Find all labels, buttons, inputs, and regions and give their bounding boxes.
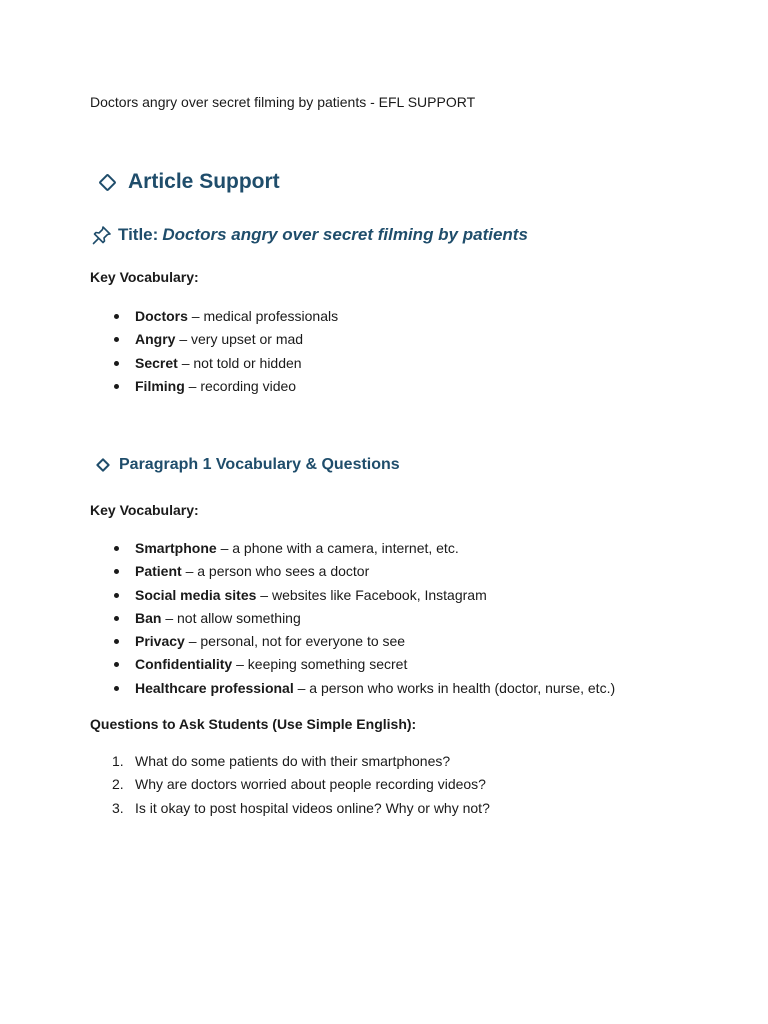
question-number: 1. [112, 753, 124, 769]
vocab-term: Doctors [135, 308, 188, 324]
paragraph-1-vocab-list [90, 537, 615, 700]
key-vocabulary-label: Key Vocabulary: [90, 269, 199, 285]
list-item [90, 677, 615, 700]
list-item [90, 630, 615, 653]
vocab-term: Healthcare professional [135, 679, 294, 696]
question-number: 2. [112, 776, 124, 793]
vocab-term: Secret [135, 354, 178, 371]
vocab-term: Confidentiality [135, 656, 233, 673]
list-item [90, 328, 338, 351]
diamond-icon [98, 173, 116, 191]
paragraph-1-heading [97, 456, 400, 474]
list-item [90, 305, 338, 328]
question-text: Is it okay to post hospital videos online? Why or why not? [135, 799, 490, 816]
list-item [90, 607, 615, 630]
article-vocab-list [90, 305, 338, 398]
list-item [90, 750, 490, 773]
vocab-term: Social media sites [135, 586, 257, 603]
key-vocabulary-label: Key Vocabulary: [90, 502, 199, 518]
questions-list [90, 750, 490, 820]
article-title-prefix: Title: [118, 225, 159, 244]
question-text: Why are doctors worried about people recording videos? [135, 776, 486, 793]
vocab-term: Smartphone [135, 540, 217, 556]
vocab-term: Filming [135, 377, 185, 394]
vocab-term: Angry [135, 331, 176, 348]
questions-label: Questions to Ask Students (Use Simple English): [90, 716, 417, 732]
paragraph-1-heading-text: Paragraph 1 Vocabulary & Questions [119, 456, 400, 473]
list-item [90, 584, 615, 607]
list-item [90, 653, 615, 676]
vocab-definition: – websites like Facebook, Instagram [256, 586, 487, 603]
pushpin-icon [92, 225, 112, 245]
vocab-definition: – not told or hidden [177, 354, 302, 371]
vocab-definition: – a phone with a camera, internet, etc. [216, 540, 459, 556]
article-title-text: Doctors angry over secret filming by patients [162, 225, 528, 244]
list-item [90, 537, 615, 560]
vocab-definition: – a person who works in health (doctor, nurse, etc.) [293, 679, 616, 696]
article-title [92, 225, 528, 245]
vocab-definition: – keeping something secret [232, 656, 408, 673]
vocab-term: Ban [135, 609, 162, 626]
vocab-definition: – personal, not for everyone to see [184, 633, 406, 650]
document-header: Doctors angry over secret filming by patients - EFL SUPPORT [90, 94, 476, 110]
list-item [90, 375, 338, 398]
vocab-term: Privacy [135, 633, 185, 650]
list-item [90, 797, 490, 820]
question-number: 3. [112, 799, 124, 816]
article-support-heading-text: Article Support [128, 170, 280, 193]
list-item [90, 773, 490, 796]
question-text: What do some patients do with their smartphones? [135, 753, 451, 769]
vocab-definition: – not allow something [161, 609, 301, 626]
vocab-definition: – a person who sees a doctor [181, 563, 370, 580]
diamond-icon [96, 458, 110, 472]
list-item [90, 352, 338, 375]
vocab-definition: – very upset or mad [175, 331, 304, 348]
list-item [90, 560, 615, 583]
vocab-definition: – recording video [184, 377, 297, 394]
vocab-definition: – medical professionals [187, 308, 339, 324]
vocab-term: Patient [135, 563, 182, 580]
article-support-heading [95, 170, 280, 194]
